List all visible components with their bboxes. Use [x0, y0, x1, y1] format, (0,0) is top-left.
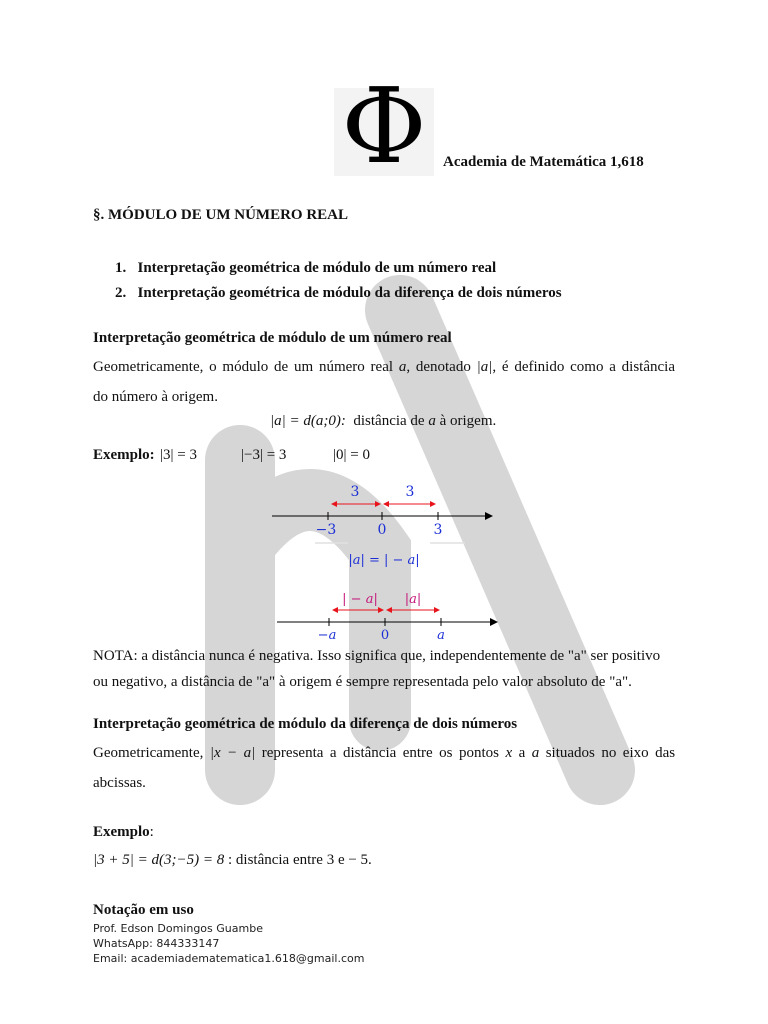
section2-heading: Interpretação geométrica de módulo da diferença de dois números: [93, 716, 518, 732]
tick-label: −a: [317, 628, 337, 643]
example-label-text: Exemplo: [93, 824, 150, 840]
example-1: |3| = 3: [160, 447, 197, 463]
footer-whatsapp: WhatsApp: 844333147: [93, 937, 220, 950]
tick-label: 0: [377, 522, 387, 538]
example-formula: |3 + 5| = d(3;−5) = 8: [93, 852, 225, 868]
text-run: , é definido como a distância: [492, 359, 675, 375]
distance-label-left: | − a|: [342, 592, 378, 607]
distance-label-right: |a|: [404, 592, 422, 607]
tick-label: a: [437, 628, 445, 643]
text-run: distância de: [353, 413, 429, 429]
example-2: |−3| = 3: [241, 447, 287, 463]
tick-label: 3: [433, 522, 443, 538]
number-line-2: [265, 588, 515, 644]
distance-label-left: 3: [350, 484, 360, 500]
notation-heading: Notação em uso: [93, 902, 194, 918]
text-run: Geometricamente,: [93, 745, 204, 761]
example2-line: [93, 852, 372, 869]
abs-x-minus-a: |x − a|: [209, 745, 256, 761]
text-run: , denotado: [406, 359, 477, 375]
footer-author: Prof. Edson Domingos Guambe: [93, 922, 263, 935]
footer-email: Email: academiadematematica1.618@gmail.com: [93, 952, 365, 965]
variable-a: a: [428, 413, 436, 429]
note-line2: ou negativo, a distância de "a" à origem é sempre representada pelo valor absoluto de "a".: [93, 674, 632, 690]
abs-a: |a|: [476, 359, 493, 375]
phi-symbol: Φ: [341, 65, 427, 187]
section1-paragraph-line2: do número à origem.: [93, 389, 218, 405]
example-3: |0| = 0: [333, 447, 370, 463]
distance-label-right: 3: [405, 484, 415, 500]
example-description: : distância entre 3 e − 5.: [227, 852, 372, 868]
variable-a: a: [398, 359, 407, 375]
section1-heading: Interpretação geométrica de módulo de um número real: [93, 330, 452, 346]
section2-paragraph-line2: abcissas.: [93, 775, 146, 791]
text-run: Geometricamente, o módulo de um número real: [93, 359, 399, 375]
section2-paragraph-line1: [93, 738, 675, 768]
caption-abs-equality: |a| = | − a|: [348, 553, 420, 568]
definition-formula: [270, 413, 496, 430]
toc-item-1: [115, 260, 496, 277]
academy-name: Academia de Matemática 1,618: [443, 154, 644, 170]
section1-paragraph-line1: [93, 352, 675, 382]
colon: :: [149, 824, 154, 840]
tick-label: −3: [315, 522, 337, 538]
document-title: §. MÓDULO DE UM NÚMERO REAL: [93, 207, 348, 223]
variable-a: a: [531, 745, 540, 761]
formula-text: |a| = d(a;0):: [270, 413, 346, 429]
text-run: representa a distância entre os pontos: [261, 745, 499, 761]
text-run: situados no eixo das: [545, 745, 676, 761]
variable-x: x: [505, 745, 513, 761]
example-label: Exemplo:: [93, 447, 155, 463]
toc-item-2: [115, 285, 562, 302]
number-line-1: [260, 478, 510, 570]
toc-text: Interpretação geométrica de módulo da diferença de dois números: [137, 285, 562, 301]
text-run: à origem.: [435, 413, 497, 429]
example2-label: [93, 824, 154, 841]
note-line1: NOTA: a distância nunca é negativa. Isso significa que, independentemente de "a" ser positivo: [93, 648, 661, 664]
toc-number: 1.: [115, 260, 127, 276]
tick-label: 0: [380, 628, 390, 643]
toc-number: 2.: [115, 285, 127, 301]
phi-logo: [334, 65, 434, 187]
text-run: a: [518, 745, 526, 761]
toc-text: Interpretação geométrica de módulo de um número real: [137, 260, 497, 276]
